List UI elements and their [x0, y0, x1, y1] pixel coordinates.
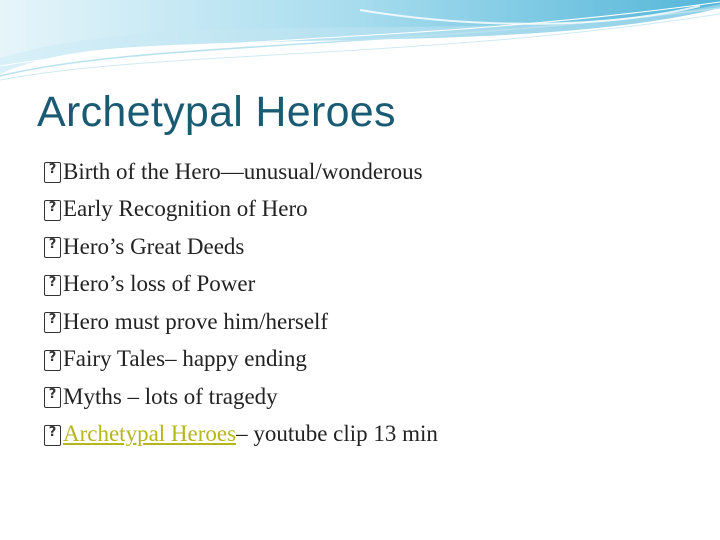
- bullet-marker-icon: [44, 425, 61, 446]
- bullet-text: Myths – lots of tragedy: [63, 383, 278, 409]
- header-wave-decoration: [0, 0, 720, 90]
- bullet-marker-icon: [44, 237, 61, 258]
- bullet-item: [44, 378, 438, 416]
- bullet-text: Hero must prove him/herself: [63, 308, 329, 334]
- bullet-marker-icon: [44, 312, 61, 333]
- bullet-marker-icon: [44, 200, 61, 221]
- bullet-item: [44, 341, 438, 379]
- bullet-text: – youtube clip 13 min: [236, 421, 438, 447]
- bullet-text: Hero’s Great Deeds: [63, 233, 245, 259]
- archetypal-heroes-video-link[interactable]: Archetypal Heroes: [63, 421, 237, 447]
- bullet-text: Fairy Tales– happy ending: [63, 346, 307, 372]
- bullet-marker-icon: [44, 350, 61, 371]
- bullet-item-video-link: [44, 416, 438, 454]
- slide-title: Archetypal Heroes: [37, 88, 396, 136]
- bullet-list: [44, 153, 438, 453]
- bullet-marker-icon: [44, 387, 61, 408]
- bullet-item: [44, 228, 438, 266]
- bullet-item: [44, 191, 438, 229]
- bullet-text: Early Recognition of Hero: [63, 196, 308, 222]
- bullet-text: Birth of the Hero—unusual/wonderous: [63, 158, 423, 184]
- bullet-item: [44, 153, 438, 191]
- bullet-item: [44, 303, 438, 341]
- bullet-marker-icon: [44, 162, 61, 183]
- bullet-item: [44, 266, 438, 304]
- bullet-marker-icon: [44, 275, 61, 296]
- bullet-text: Hero’s loss of Power: [63, 271, 256, 297]
